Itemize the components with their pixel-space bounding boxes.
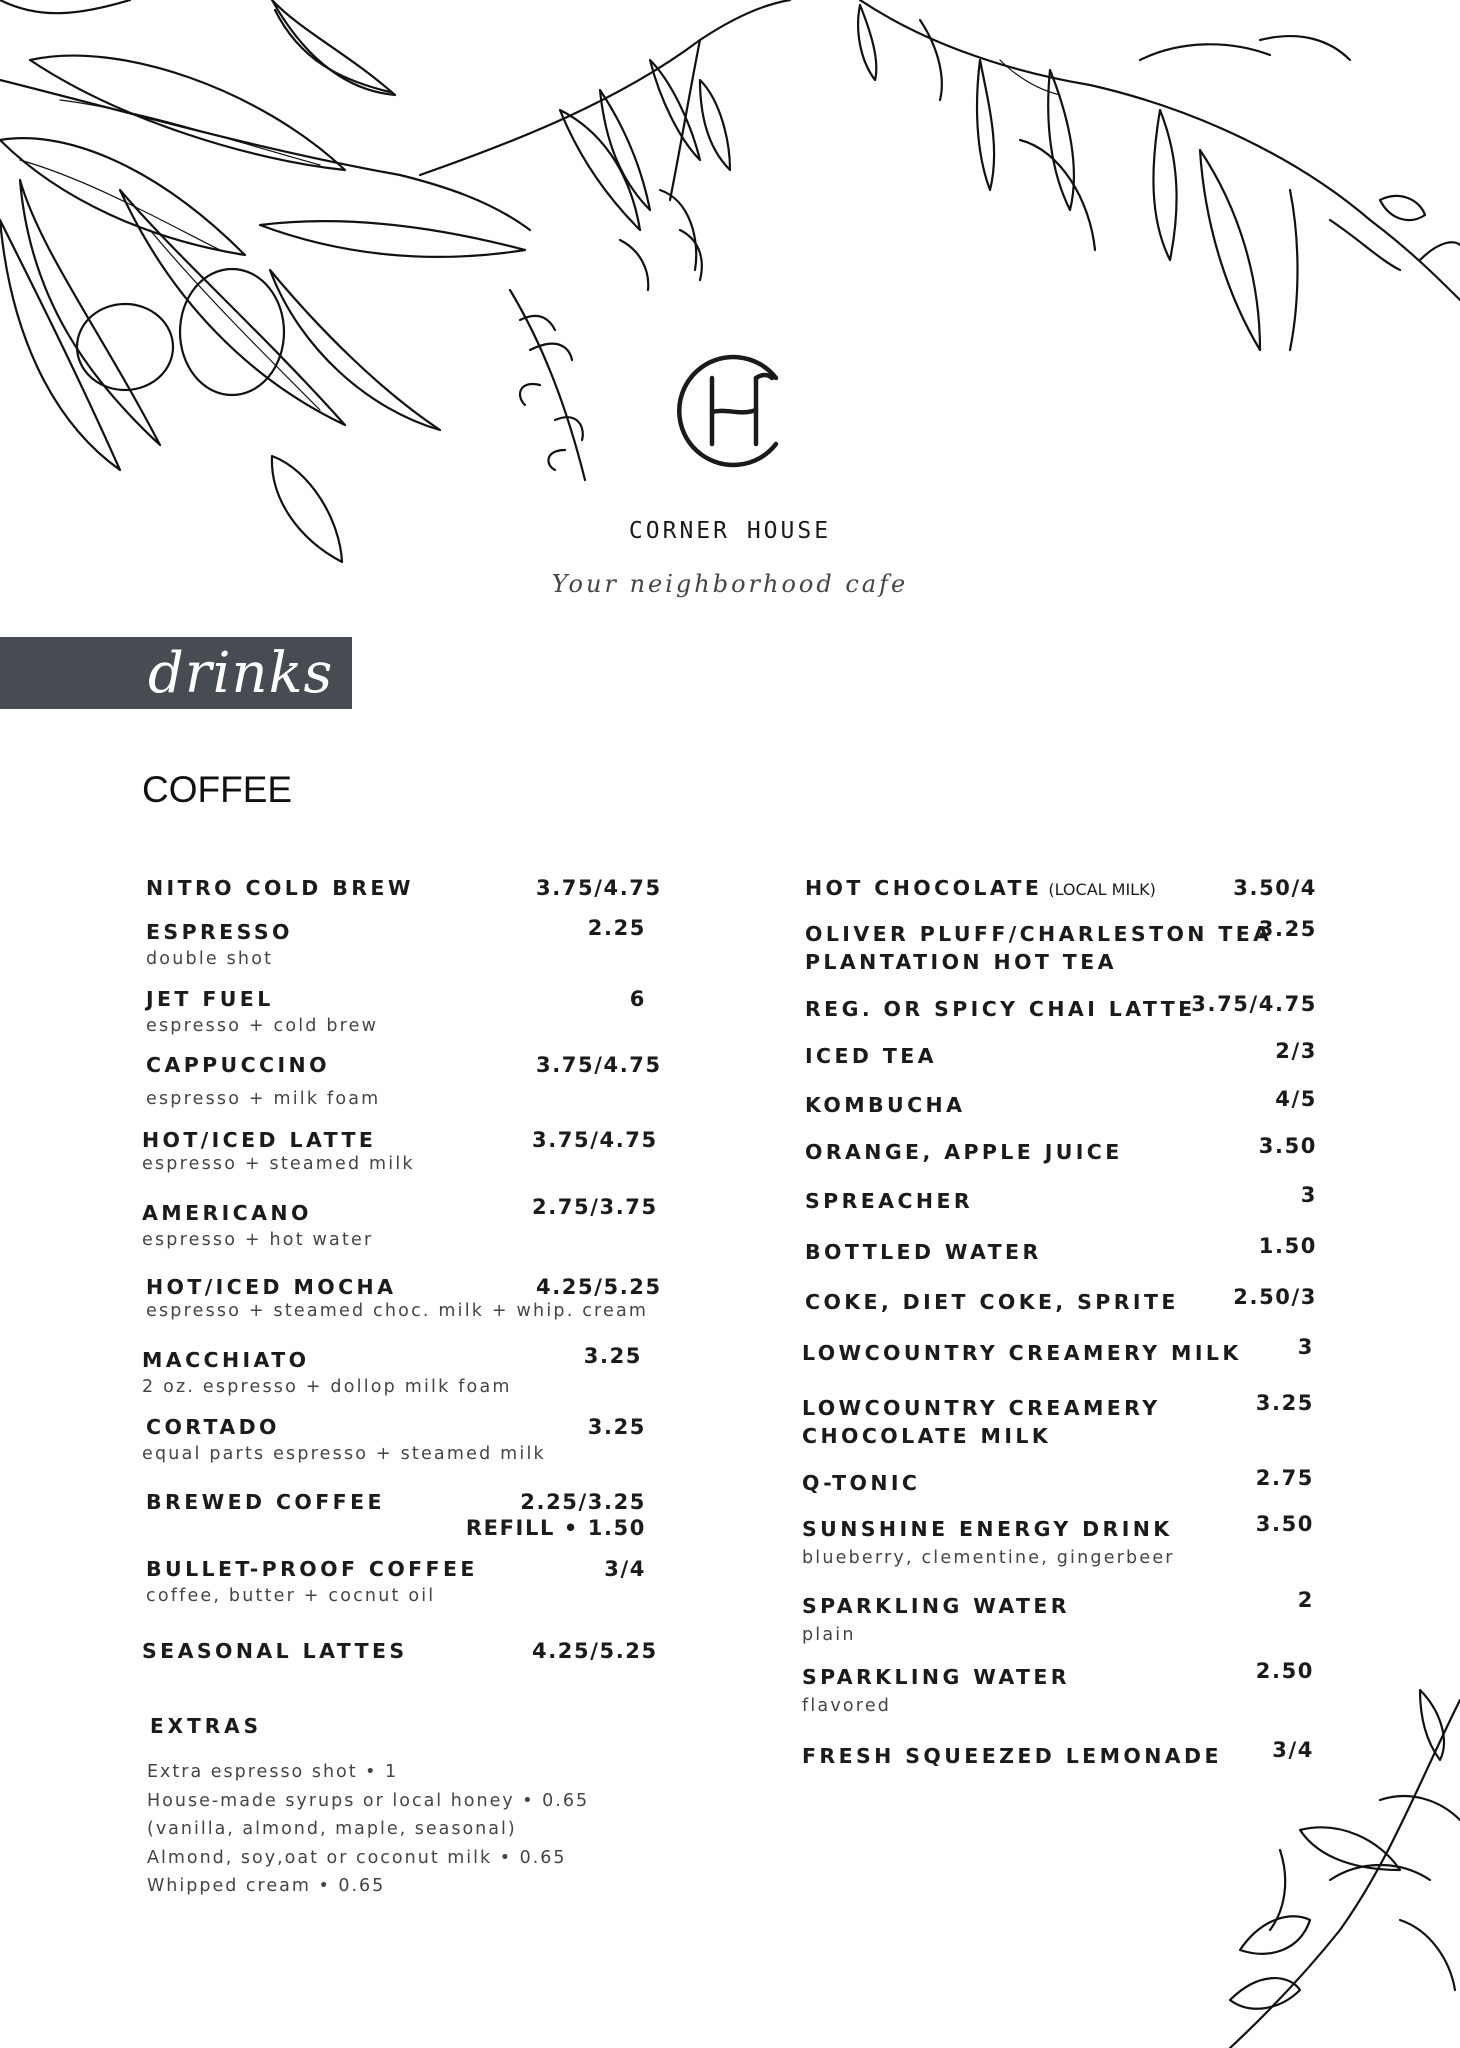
sprig-illustration (510, 290, 585, 480)
banner-label: drinks (148, 641, 334, 706)
brand-tagline: Your neighborhood cafe (551, 570, 909, 598)
item-description: espresso + steamed milk (142, 1154, 415, 1174)
brand-name: CORNER HOUSE (628, 518, 832, 544)
item-description: double shot (146, 949, 274, 969)
extras-list (147, 1758, 589, 1901)
item-price: 2.75 (1255, 1466, 1314, 1490)
item-price: 3.75/4.75 (536, 1053, 662, 1077)
item-name: SEASONAL LATTES (142, 1639, 408, 1663)
item-price: 3.25 (583, 1344, 642, 1368)
item-price: 2/3 (1275, 1039, 1317, 1063)
item-name: ICED TEA (805, 1044, 937, 1068)
item-name: ESPRESSO (146, 920, 293, 944)
item-price: 1.50 (1258, 1234, 1317, 1258)
item-name: SUNSHINE ENERGY DRINK (802, 1517, 1173, 1541)
item-price: 3.25 (1255, 1391, 1314, 1415)
item-description: espresso + steamed choc. milk + whip. cream (146, 1301, 649, 1321)
item-price: 3.25 (587, 1415, 646, 1439)
item-name: BREWED COFFEE (146, 1490, 385, 1514)
item-price: 2.25 (587, 916, 646, 940)
item-price: 4.25/5.25 (536, 1275, 662, 1299)
item-price: 6 (629, 987, 646, 1011)
item-description: flavored (802, 1696, 892, 1716)
item-name: LOWCOUNTRY CREAMERY MILK (802, 1341, 1242, 1365)
item-note: (LOCAL MILK) (1048, 880, 1156, 899)
item-name: SPREACHER (805, 1189, 974, 1213)
item-name: HOT/ICED MOCHA (146, 1275, 397, 1299)
item-name: BOTTLED WATER (805, 1240, 1042, 1264)
item-name: REG. OR SPICY CHAI LATTE (805, 997, 1196, 1021)
item-name: LOWCOUNTRY CREAMERY (802, 1396, 1161, 1420)
item-price: 2.25/3.25 (520, 1490, 646, 1514)
extras-line: House-made syrups or local honey • 0.65 (147, 1790, 590, 1811)
item-name: MACCHIATO (142, 1348, 310, 1372)
item-name: AMERICANO (142, 1201, 312, 1225)
section-title: COFFEE (142, 769, 293, 810)
item-name: OLIVER PLUFF/CHARLESTON TEA (805, 922, 1273, 946)
item-price: 2.50 (1255, 1659, 1314, 1683)
item-price: 2.75/3.75 (532, 1195, 658, 1219)
item-description: coffee, butter + cocnut oil (146, 1586, 436, 1606)
item-price: 3/4 (1272, 1738, 1314, 1762)
item-price: 3 (1297, 1335, 1314, 1359)
item-name: NITRO COLD BREW (146, 876, 414, 900)
item-price: 4/5 (1275, 1087, 1317, 1111)
item-price: 2 (1297, 1588, 1314, 1612)
item-description: equal parts espresso + steamed milk (142, 1444, 546, 1464)
item-price: 2.50/3 (1233, 1285, 1317, 1309)
extras-line: Almond, soy,oat or coconut milk • 0.65 (147, 1847, 567, 1868)
item-price: 4.25/5.25 (532, 1639, 658, 1663)
item-price: 3/4 (604, 1557, 646, 1581)
corner-house-logo (672, 348, 796, 474)
item-description: 2 oz. espresso + dollop milk foam (142, 1377, 512, 1397)
item-description: espresso + cold brew (146, 1016, 379, 1036)
item-price: 3.25 (1258, 917, 1317, 941)
item-name: SPARKLING WATER (802, 1665, 1070, 1689)
item-name: COKE, DIET COKE, SPRITE (805, 1290, 1179, 1314)
item-price: 3.50 (1255, 1512, 1314, 1536)
item-name: CORTADO (146, 1415, 280, 1439)
item-description: blueberry, clementine, gingerbeer (802, 1548, 1175, 1568)
item-name: FRESH SQUEEZED LEMONADE (802, 1744, 1222, 1768)
olive-branch-illustration (0, 0, 530, 562)
item-price: 3.75/4.75 (1191, 992, 1317, 1016)
item-name: SPARKLING WATER (802, 1594, 1070, 1618)
item-price: 3.75/4.75 (532, 1128, 658, 1152)
item-name: JET FUEL (146, 987, 274, 1011)
leaf-illustration (272, 0, 395, 95)
item-name-text: HOT CHOCOLATE (805, 876, 1043, 900)
extras-title: EXTRAS (150, 1714, 263, 1738)
item-description: espresso + milk foam (146, 1089, 381, 1109)
item-price: 3.75/4.75 (536, 876, 662, 900)
item-name-line2: PLANTATION HOT TEA (805, 950, 1117, 974)
item-name: CAPPUCCINO (146, 1053, 330, 1077)
branch-illustration (420, 0, 790, 290)
item-name: HOT/ICED LATTE (142, 1128, 377, 1152)
item-name: ORANGE, APPLE JUICE (805, 1140, 1123, 1164)
item-description: plain (802, 1625, 856, 1645)
vine-illustration (858, 0, 1460, 350)
item-description: espresso + hot water (142, 1230, 374, 1250)
item-name-line2: CHOCOLATE MILK (802, 1424, 1052, 1448)
drinks-banner (0, 637, 352, 709)
extras-line: Whipped cream • 0.65 (147, 1876, 386, 1896)
item-name: Q-TONIC (802, 1471, 921, 1495)
item-price: 3.50 (1258, 1134, 1317, 1158)
item-name: KOMBUCHA (805, 1093, 966, 1117)
item-price: 3 (1300, 1183, 1317, 1207)
item-price: 3.50/4 (1233, 876, 1317, 900)
refill-price: REFILL • 1.50 (465, 1516, 646, 1540)
extras-line: Extra espresso shot • 1 (147, 1762, 399, 1782)
item-name (805, 874, 1156, 904)
item-name: BULLET-PROOF COFFEE (146, 1557, 478, 1581)
extras-line: (vanilla, almond, maple, seasonal) (147, 1819, 517, 1839)
